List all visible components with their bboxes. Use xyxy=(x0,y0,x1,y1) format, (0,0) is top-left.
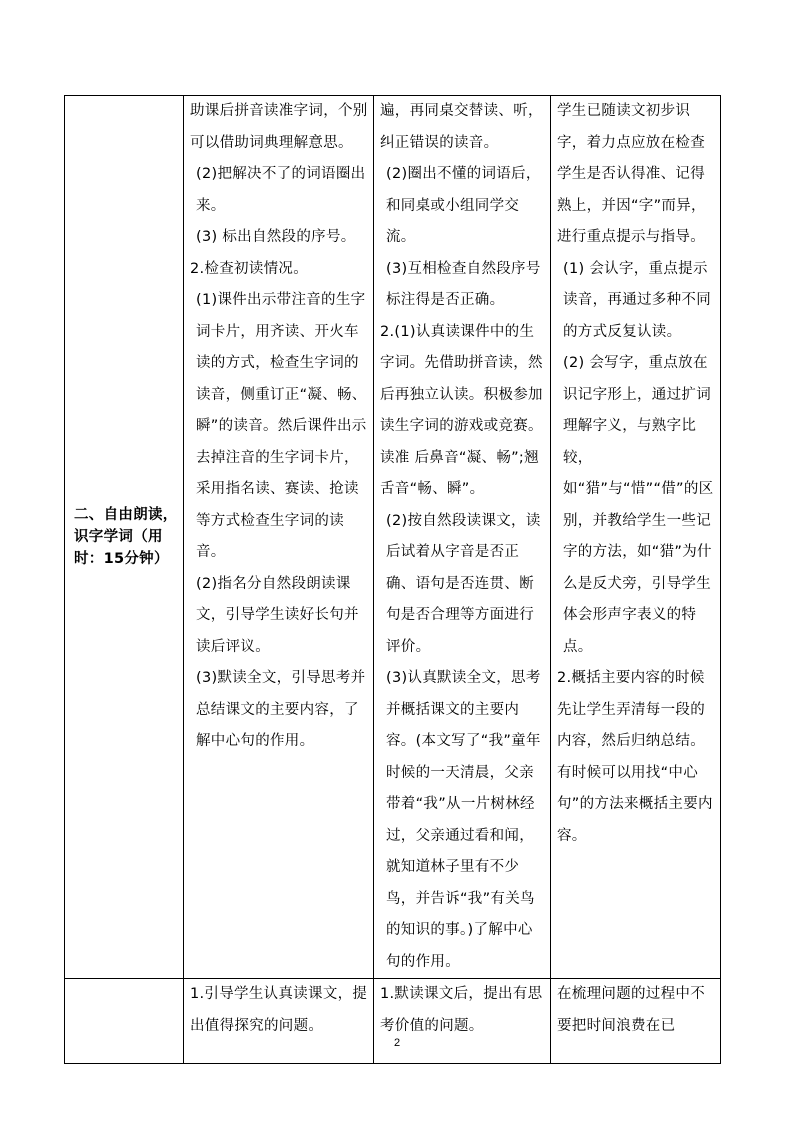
stage-cell: 二、自由朗读，识字学词（用时：15分钟） xyxy=(65,96,184,979)
design-intent-cell xyxy=(551,96,721,979)
paragraph: 1.默读课文后，提出有思考价值的问题。 xyxy=(380,986,543,1034)
paragraph: (3)认真默读全文，思考并概括课文的主要内容。(本文写了“我”童年时候的一天清晨，父亲带着“我”从一片树林经过，父亲通过看和闻，就知道林子里有不少鸟，并告诉“我”有关鸟的知识的事。)了解中心句的作用。 xyxy=(386,670,541,970)
stage-cell xyxy=(65,979,184,1064)
paragraph: 助课后拼音读准字词，个别可以借助词典理解意思。 xyxy=(190,103,368,151)
student-activity-cell xyxy=(374,979,551,1064)
paragraph: 学生已随读文初步识字，着力点应放在检查学生是否认得准、记得熟上，并因“字”而异，进行重点提示与指导。 xyxy=(557,103,706,245)
paragraph: (3)默读全文，引导思考并总结课文的主要内容，了解中心句的作用。 xyxy=(196,670,366,749)
table-row xyxy=(65,979,721,1064)
paragraph: (2)圈出不懂的词语后，和同桌或小组同学交流。 xyxy=(386,166,541,245)
student-activity-cell xyxy=(374,96,551,979)
paragraph: 遍，再同桌交替读、听，纠正错误的读音。 xyxy=(380,103,543,151)
design-intent-cell xyxy=(551,979,721,1064)
paragraph: 在梳理问题的过程中不要把时间浪费在已 xyxy=(557,986,705,1034)
table-row xyxy=(65,96,721,979)
paragraph: (1)课件出示带注音的生字词卡片，用齐读、开火车读的方式，检查生字词的读音，侧重订正“凝、畅、瞬”的读音。然后课件出示去掉注音的生字词卡片，采用指名读、赛读、抢读等方式检查生字词的读音。 xyxy=(196,292,367,560)
paragraph: 2.检查初读情况。 xyxy=(190,260,309,277)
paragraph: 2.(1)认真读课件中的生字词。先借助拼音读，然后再独立认读。积极参加读生字词的游戏或竞赛。读准 后鼻音“凝、畅”;翘舌音“畅、瞬”。 xyxy=(380,323,543,497)
paragraph: 1.引导学生认真读课文，提出值得探究的问题。 xyxy=(190,986,368,1034)
paragraph: (2) 会写字，重点放在识记字形上，通过扩词理解字义，与熟字比较，如“猎”与“惜”“借”的区别，并教给学生一些记字的方法，如“猎”为什么是反犬旁，引导学生体会形声字表义的特点。 xyxy=(563,355,714,655)
paragraph: (2)按自然段读课文，读后试着从字音是否正确、语句是否连贯、断句是否合理等方面进行评价。 xyxy=(386,512,541,655)
lesson-plan-table xyxy=(64,95,721,1064)
paragraph: (3) 标出自然段的序号。 xyxy=(196,229,356,245)
paragraph: (1) 会认字，重点提示读音，再通过多种不同的方式反复认读。 xyxy=(563,260,711,340)
paragraph: 2.概括主要内容的时候先让学生弄清每一段的内容，然后归纳总结。有时候可以用找“中心句”的方法来概括主要内容。 xyxy=(557,670,713,844)
paragraph: (2)把解决不了的词语圈出来。 xyxy=(196,166,366,214)
page-number: 2 xyxy=(393,1037,401,1049)
paragraph: (2)指名分自然段朗读课文，引导学生读好长句并读后评议。 xyxy=(196,575,359,655)
paragraph: (3)互相检查自然段序号标注得是否正确。 xyxy=(386,260,541,308)
teacher-activity-cell xyxy=(184,96,374,979)
teacher-activity-cell xyxy=(184,979,374,1064)
